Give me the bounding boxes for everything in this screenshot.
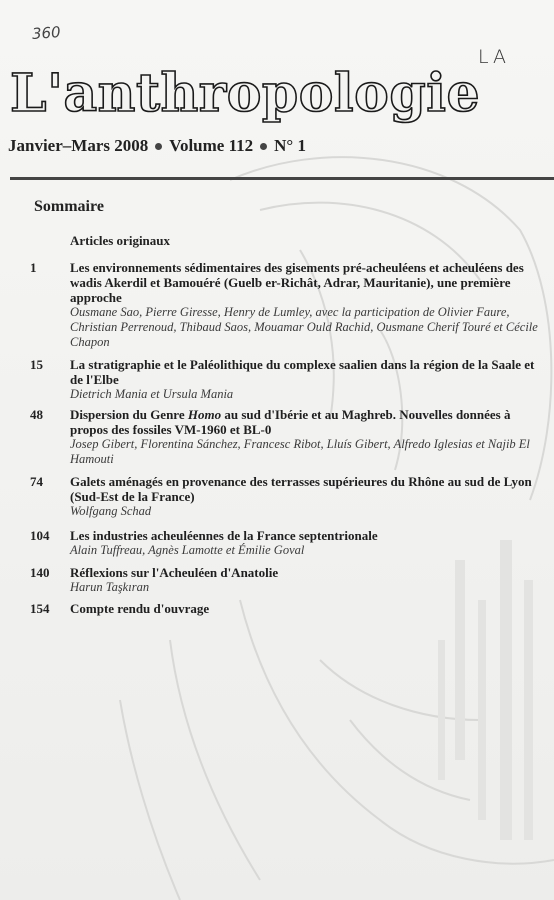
journal-title: L'anthropologie xyxy=(10,63,481,124)
toc-article-title: Les industries acheuléennes de la France septentrionale xyxy=(70,528,378,543)
toc-article-authors: Alain Tuffreau, Agnès Lamotte et Émilie Goval xyxy=(70,543,305,557)
bullet-icon xyxy=(260,143,267,150)
header-divider xyxy=(10,177,554,180)
toc-page-number: 74 xyxy=(30,474,43,489)
toc-article-authors: Dietrich Mania et Ursula Mania xyxy=(70,387,234,401)
toc-title-part: Dispersion du Genre xyxy=(70,407,188,422)
contents-heading: Sommaire xyxy=(34,198,104,215)
toc-title-genus: Homo xyxy=(187,407,222,422)
toc-article-authors: Harun Taşkıran xyxy=(70,580,150,594)
section-heading: Articles originaux xyxy=(70,233,171,248)
toc-article-authors: Wolfgang Schad xyxy=(70,504,152,518)
issue-volume: Volume 112 xyxy=(169,136,254,155)
bullet-icon xyxy=(155,143,162,150)
toc-page-number: 48 xyxy=(30,407,43,422)
toc-page-number: 1 xyxy=(30,260,37,275)
toc-page-number: 104 xyxy=(30,528,50,543)
issue-info xyxy=(8,136,306,156)
toc-article-title xyxy=(70,407,538,437)
toc-page-number: 15 xyxy=(30,357,43,372)
toc-article-title: Galets aménagés en provenance des terrasses supérieures du Rhône au sud de Lyon (Sud-Est de la France) xyxy=(70,474,532,504)
toc-page-number: 154 xyxy=(30,601,50,616)
toc-article-title: Compte rendu d'ouvrage xyxy=(70,601,210,616)
toc-title-part: au sud d'Ibérie et au Maghreb. Nouvelles données à propos des fossiles VM-1960 et BL-0 xyxy=(70,407,511,437)
toc-article-authors: Ousmane Sao, Pierre Giresse, Henry de Lumley, avec la participation de Olivier Faure, Christian Perrenoud, Thibaud Saos, Mouamar Ould Rachid, Ousmane Cherif Touré et Cécile Chapon xyxy=(70,305,538,349)
issue-date: Janvier–Mars 2008 xyxy=(8,136,149,155)
toc-article-title: Les environnements sédimentaires des gisements pré-acheuléens et acheuléens des wadis Akerdil et Bamouéré (Guelb er-Richât, Adrar, Mauritanie), une première approche xyxy=(70,260,524,305)
issue-number: N° 1 xyxy=(274,136,306,155)
toc-article-title: La stratigraphie et le Paléolithique du complexe saalien dans la région de la Saale et de l'Elbe xyxy=(70,357,535,387)
toc-article-title: Réflexions sur l'Acheuléen d'Anatolie xyxy=(70,565,279,580)
toc-page-number: 140 xyxy=(30,565,50,580)
toc-article-authors: Josep Gibert, Florentina Sánchez, Francesc Ribot, Lluís Gibert, Alfredo Iglesias et Najib El Hamouti xyxy=(70,437,530,466)
handwritten-initials: LA xyxy=(478,46,511,68)
handwritten-page-number: 360 xyxy=(31,23,62,43)
